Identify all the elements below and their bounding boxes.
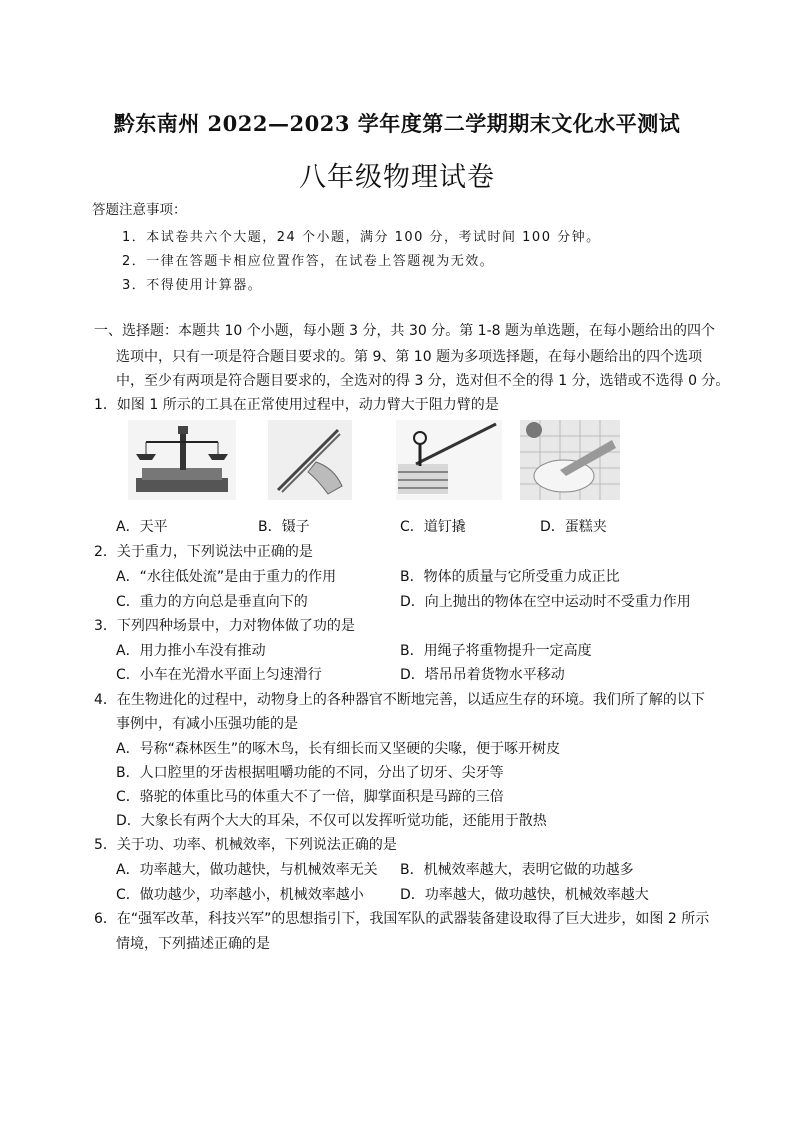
section-instructions: 选项中，只有一项是符合题目要求的。第 9、第 10 题为多项选择题，在每小题给出的四个选项 <box>116 349 703 365</box>
question-2-stem: 2．关于重力，下列说法中正确的是 <box>94 544 313 560</box>
option-d: D．塔吊吊着货物水平移动 <box>400 667 565 683</box>
tweezers-image <box>268 420 352 500</box>
question-6-stem: 情境，下列描述正确的是 <box>116 936 270 952</box>
question-1-stem: 1．如图 1 所示的工具在正常使用过程中，动力臂大于阻力臂的是 <box>94 397 499 413</box>
note-item: 2．一律在答题卡相应位置作答，在试卷上答题视为无效。 <box>122 254 495 269</box>
option-d: D．向上抛出的物体在空中运动时不受重力作用 <box>400 594 691 610</box>
question-4-stem: 事例中，有减小压强功能的是 <box>116 716 298 732</box>
note-item: 3．不得使用计算器。 <box>122 278 263 293</box>
option-c: C．做功越少，功率越小，机械效率越小 <box>116 887 364 903</box>
option-d: D．功率越大，做功越快，机械效率越大 <box>400 887 649 903</box>
option-b: B．机械效率越大，表明它做的功越多 <box>400 862 634 878</box>
exam-title: 黔东南州 2022—2023 学年度第二学期期末文化水平测试 <box>113 111 681 136</box>
note-item: 1．本试卷共六个大题，24 个小题，满分 100 分，考试时间 100 分钟。 <box>122 230 601 245</box>
option-a: A．“水往低处流”是由于重力的作用 <box>116 569 337 585</box>
question-5-stem: 5．关于功、功率、机械效率，下列说法正确的是 <box>94 837 397 853</box>
exam-subtitle: 八年级物理试卷 <box>299 162 495 193</box>
option-c: C．骆驼的体重比马的体重大不了一倍，脚掌面积是马蹄的三倍 <box>116 789 504 805</box>
section-instructions: 一、选择题：本题共 10 个小题，每小题 3 分，共 30 分。第 1-8 题为单选题，在每小题给出的四个 <box>94 323 716 339</box>
section-instructions: 中，至少有两项是符合题目要求的，全选对的得 3 分，选对但不全的得 1 分，选错或不选得 0 分。 <box>116 373 730 389</box>
option-b: B．用绳子将重物提升一定高度 <box>400 643 592 659</box>
option-c: C．道钉撬 <box>400 519 466 535</box>
option-c: C．重力的方向总是垂直向下的 <box>116 594 308 610</box>
option-b: B．人口腔里的牙齿根据咀嚼功能的不同，分出了切牙、尖牙等 <box>116 765 504 781</box>
option-d: D．蛋糕夹 <box>540 519 607 535</box>
notes-heading: 答题注意事项： <box>92 202 187 218</box>
option-b: B．镊子 <box>258 519 310 535</box>
option-a: A．号称“森林医生”的啄木鸟，长有细长而又坚硬的尖喙，便于啄开树皮 <box>116 741 561 757</box>
option-a: A．功率越大，做功越快，与机械效率无关 <box>116 862 378 878</box>
question-3-stem: 3．下列四种场景中，力对物体做了功的是 <box>94 618 355 634</box>
nail-puller-image <box>396 420 502 500</box>
option-d: D．大象长有两个大大的耳朵，不仅可以发挥听觉功能，还能用于散热 <box>116 813 547 829</box>
question-4-stem: 4．在生物进化的过程中，动物身上的各种器官不断地完善，以适应生存的环境。我们所了解的以下 <box>94 692 705 708</box>
question-6-stem: 6．在“强军改革，科技兴军”的思想指引下，我国军队的武器装备建设取得了巨大进步，如图 2 所示 <box>94 911 710 927</box>
option-a: A．用力推小车没有推动 <box>116 643 266 659</box>
option-c: C．小车在光滑水平面上匀速滑行 <box>116 667 322 683</box>
cake-tongs-image <box>520 420 620 500</box>
balance-scale-image <box>128 420 236 500</box>
option-b: B．物体的质量与它所受重力成正比 <box>400 569 620 585</box>
option-a: A．天平 <box>116 519 168 535</box>
